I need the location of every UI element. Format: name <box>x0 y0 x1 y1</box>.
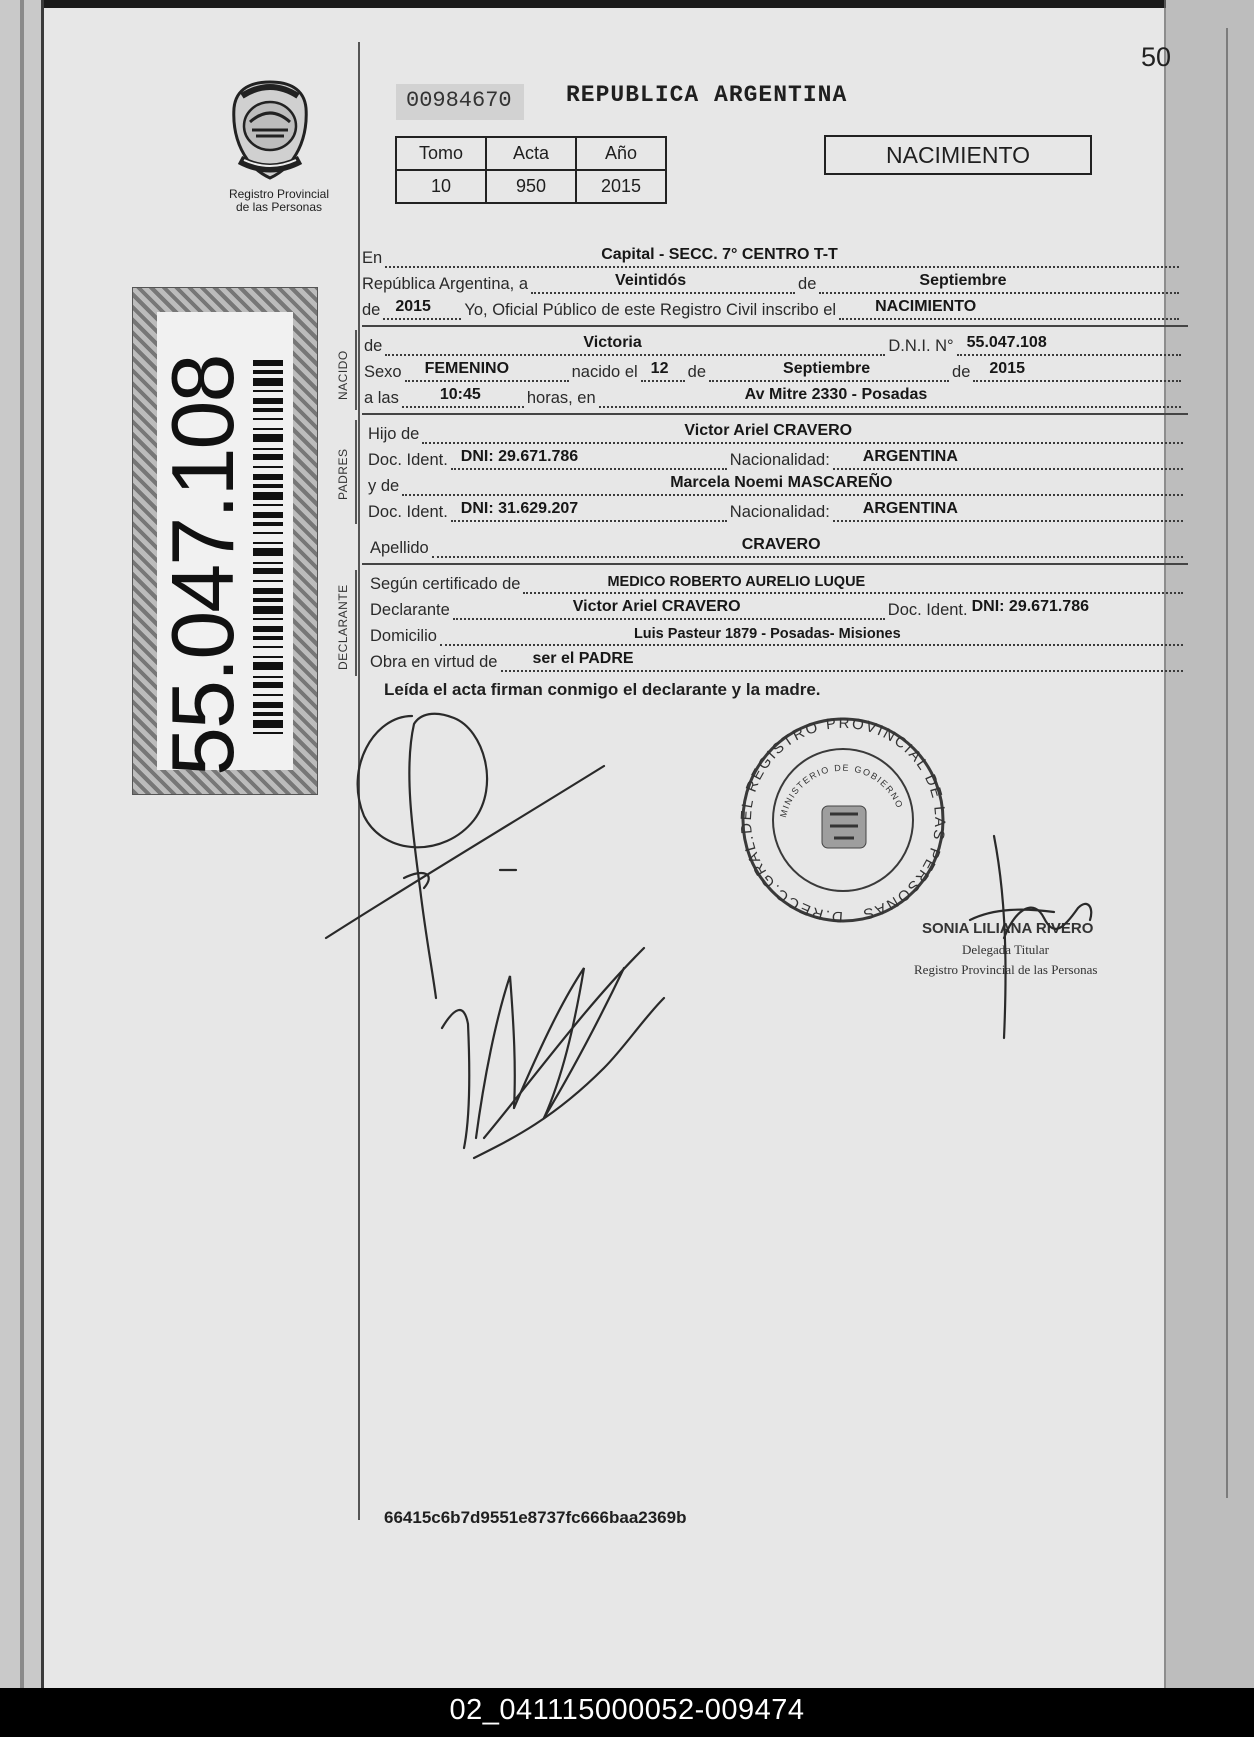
row-certificado: Según certificado de MEDICO ROBERTO AURELIO LUQUE <box>370 572 1186 594</box>
header-anio: Año <box>576 137 666 170</box>
svg-text:MINISTERIO DE GOBIERNO: MINISTERIO DE GOBIERNO <box>778 762 906 819</box>
official-seal-icon <box>738 714 948 926</box>
svg-text:D.RECC.GRAL.DEL REGISTRO PROVI: D.RECC.GRAL.DEL REGISTRO PROVINCIAL DE LAS PERSONAS <box>738 714 948 926</box>
margin-rule <box>358 42 360 1520</box>
binding-edge <box>0 0 44 1690</box>
value-mes: Septiembre <box>919 272 1007 289</box>
serial-number: 00984670 <box>406 88 512 113</box>
record-table-values <box>396 170 666 203</box>
closing-statement: Leída el acta firman conmigo el declarante y la madre. <box>384 680 821 699</box>
row-madre-doc: Doc. Ident. DNI: 31.629.207 Nacionalidad: ARGENTINA <box>368 500 1186 522</box>
file-code: 02_041115000052-009474 <box>449 1694 805 1726</box>
value-declarante: Victor Ariel CRAVERO <box>572 598 741 615</box>
officer-registry: Registro Provincial de las Personas <box>914 962 1098 977</box>
value-sexo: FEMENINO <box>424 360 510 377</box>
value-padre-dni: DNI: 29.671.786 <box>460 448 579 465</box>
value-certificado: MEDICO ROBERTO AURELIO LUQUE <box>607 574 866 590</box>
value-anio: 2015 <box>576 170 666 203</box>
value-nac-anio: 2015 <box>989 360 1025 377</box>
row-padre: Hijo de Victor Ariel CRAVERO <box>368 422 1186 444</box>
officer-name: SONIA LILIANA RIVERO <box>922 920 1094 937</box>
value-inscribo: NACIMIENTO <box>875 298 977 315</box>
officer-role: Delegada Titular <box>962 942 1050 957</box>
row-inscribo: de 2015 Yo, Oficial Público de este Registro Civil inscribo el NACIMIENTO <box>362 298 1182 320</box>
document-title: REPUBLICA ARGENTINA <box>566 82 848 108</box>
value-madre-nac: ARGENTINA <box>862 500 958 517</box>
value-madre: Marcela Noemi MASCAREÑO <box>670 474 893 491</box>
row-nombre: de Victoria D.N.I. N° 55.047.108 <box>364 334 1184 356</box>
act-type-box: NACIMIENTO <box>824 135 1092 175</box>
value-apellido: CRAVERO <box>741 536 821 553</box>
dni-card-inner <box>153 312 293 776</box>
row-madre: y de Marcela Noemi MASCAREÑO <box>368 474 1186 496</box>
value-nombre: Victoria <box>583 334 642 351</box>
registry-name: Registro Provincial de las Personas <box>228 187 330 214</box>
section-rule <box>362 563 1188 565</box>
margin-rule-right <box>1226 28 1228 1498</box>
section-label-nacido: NACIDO <box>336 350 350 400</box>
value-nac-mes: Septiembre <box>783 360 871 377</box>
section-vrule-declarante <box>355 570 357 676</box>
section-label-padres: PADRES <box>336 448 350 500</box>
record-table-header <box>396 137 666 170</box>
row-sexo: Sexo FEMENINO nacido el 12 de Septiembre de 2015 <box>364 360 1184 382</box>
row-declarante: Declarante Victor Ariel CRAVERO Doc. Ident. DNI: 29.671.786 <box>370 598 1089 619</box>
record-table <box>395 136 667 204</box>
value-lugar: Av Mitre 2330 - Posadas <box>744 386 928 403</box>
row-en: En Capital - SECC. 7° CENTRO T-T <box>362 246 1182 268</box>
value-place: Capital - SECC. 7° CENTRO T-T <box>601 246 838 263</box>
value-padre: Victor Ariel CRAVERO <box>684 422 853 439</box>
value-madre-dni: DNI: 31.629.207 <box>460 500 579 517</box>
value-tomo: 10 <box>396 170 486 203</box>
row-padre-doc: Doc. Ident. DNI: 29.671.786 Nacionalidad: ARGENTINA <box>368 448 1186 470</box>
header-tomo: Tomo <box>396 137 486 170</box>
value-dni: 55.047.108 <box>966 334 1047 351</box>
value-nac-dia: 12 <box>650 360 669 377</box>
row-hora: a las 10:45 horas, en Av Mitre 2330 - Posadas <box>364 386 1184 408</box>
birth-certificate-sheet <box>44 8 1172 1690</box>
barcode-icon <box>253 360 283 740</box>
dni-number-vertical: 55.047.108 <box>153 355 252 776</box>
province-crest-icon <box>230 78 310 182</box>
value-obra: ser el PADRE <box>532 650 634 667</box>
value-decl-dni: DNI: 29.671.786 <box>971 598 1089 615</box>
value-dia: Veintidós <box>615 272 687 289</box>
header-acta: Acta <box>486 137 576 170</box>
section-rule <box>362 325 1188 327</box>
value-anio: 2015 <box>395 298 431 315</box>
page-number: 50 <box>1141 42 1172 72</box>
row-apellido: Apellido CRAVERO <box>370 536 1186 558</box>
section-label-declarante: DECLARANTE <box>336 584 350 670</box>
section-vrule-padres <box>355 420 357 524</box>
value-domicilio: Luis Pasteur 1879 - Posadas- Misiones <box>633 626 901 642</box>
dni-barcode-card <box>132 287 318 795</box>
section-vrule-nacido <box>355 330 357 410</box>
value-acta: 950 <box>486 170 576 203</box>
row-domicilio: Domicilio Luis Pasteur 1879 - Posadas- Misiones <box>370 624 1186 646</box>
row-obra: Obra en virtud de ser el PADRE <box>370 650 1186 672</box>
value-hora: 10:45 <box>439 386 481 403</box>
section-rule <box>362 413 1188 415</box>
document-hash: 66415c6b7d9551e8737fc666baa2369b <box>384 1508 687 1527</box>
row-fecha: República Argentina, a Veintidós de Septiembre <box>362 272 1182 294</box>
value-padre-nac: ARGENTINA <box>862 448 958 465</box>
